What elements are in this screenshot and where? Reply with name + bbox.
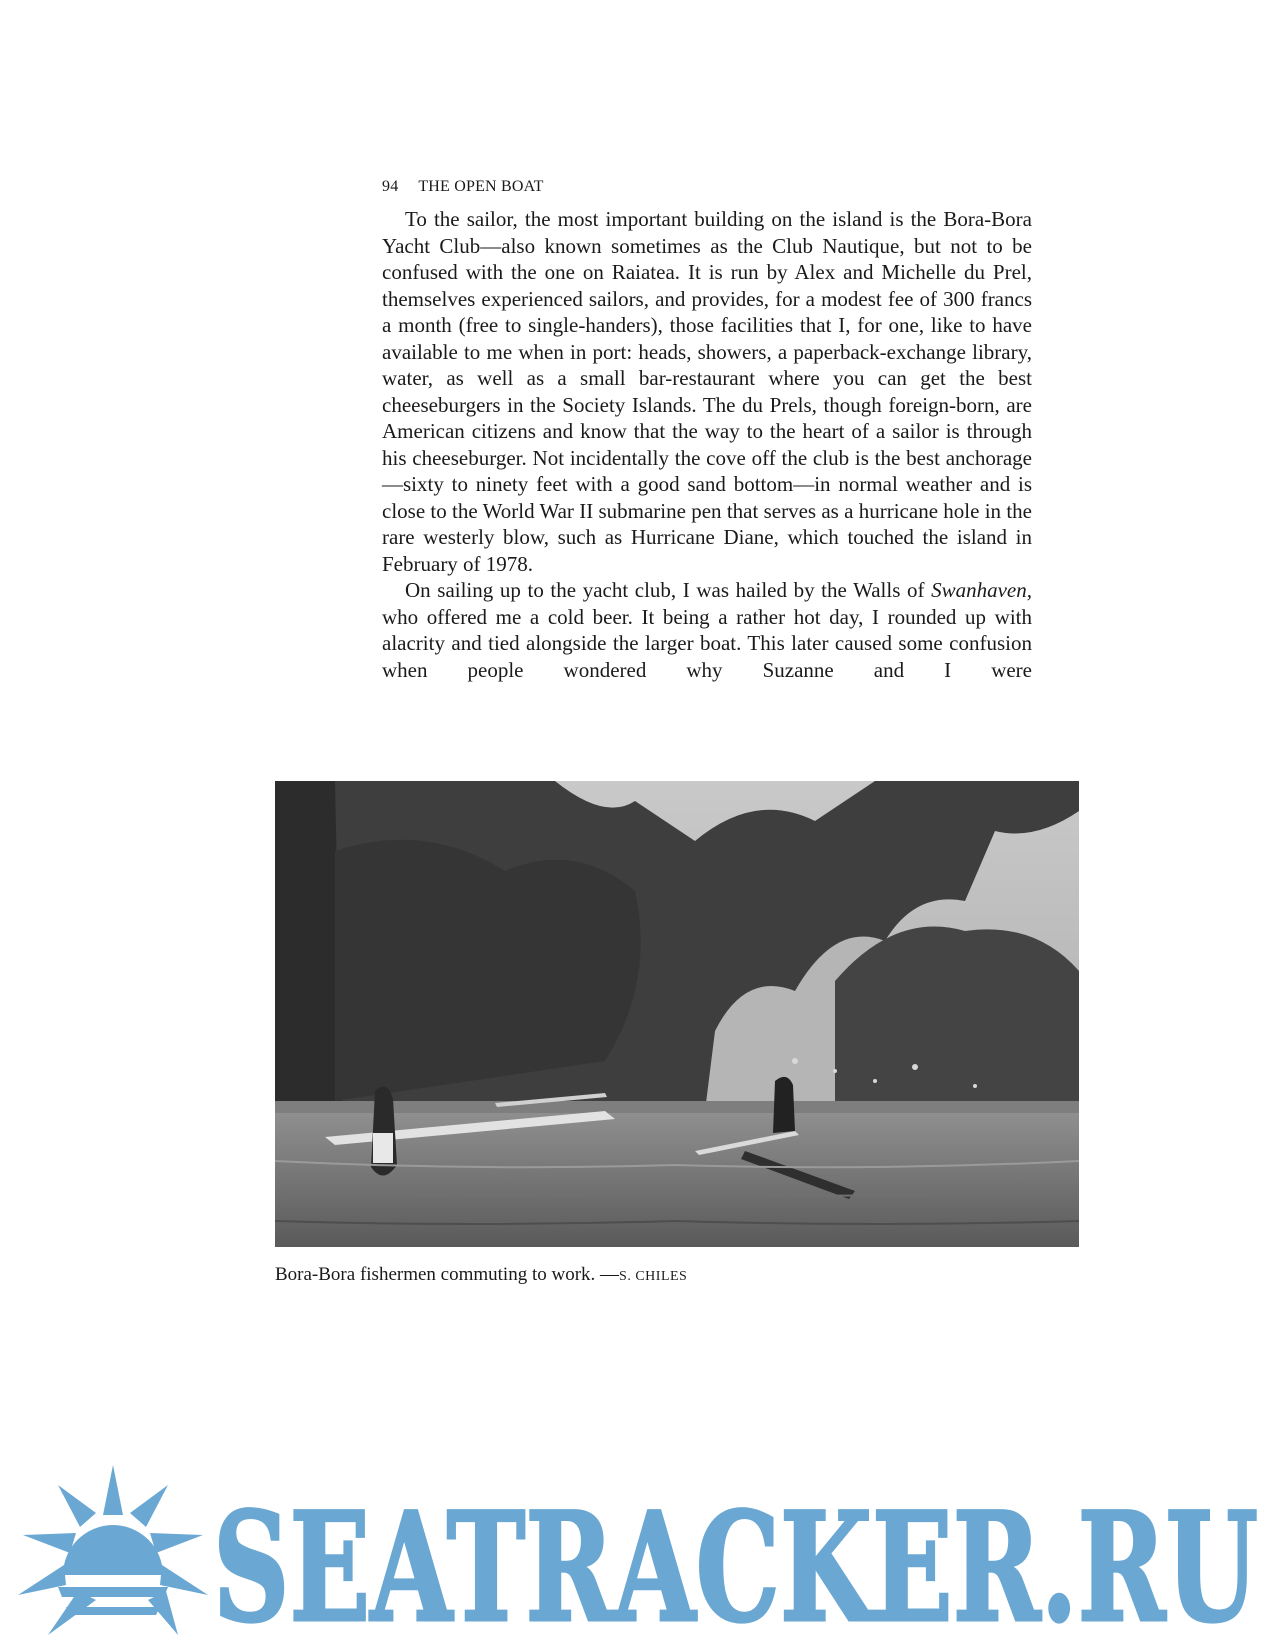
paragraph bbox=[382, 577, 1032, 683]
page-number: 94 bbox=[382, 178, 399, 195]
running-title: THE OPEN BOAT bbox=[418, 178, 544, 195]
boat-name: Swanhaven, bbox=[931, 578, 1032, 602]
body-text bbox=[382, 206, 1032, 683]
watermark-logo bbox=[18, 1465, 1263, 1635]
sun-icon bbox=[18, 1465, 208, 1635]
caption-text: Bora-Bora fishermen commuting to work. — bbox=[275, 1264, 620, 1285]
running-header bbox=[382, 178, 544, 196]
photograph-image bbox=[275, 781, 1079, 1247]
paragraph: To the sailor, the most important building on the island is the Bora-Bora Yacht Club—also known sometimes as the Club Nautique, but not to be confused with the one on Raiatea. It is run by Alex and Michelle du Prel, themselves experienced sailors, and provides, for a modest fee of 300 francs a month (free to single-handers), those facilities that I, for one, like to have available to me when in port: heads, showers, a paperback-exchange library, water, as well as a small bar-restaurant where you can get the best cheeseburgers in the Society Islands. The du Prels, though foreign-born, are American citizens and know that the way to the heart of a sailor is through his cheeseburger. Not incidentally the cove off the club is the best anchorage—sixty to ninety feet with a good sand bottom—in normal weather and is close to the World War II submarine pen that serves as a hurricane hole in the rare westerly blow, such as Hurricane Diane, which touched the island in February of 1978. bbox=[382, 207, 1032, 576]
figure-caption bbox=[275, 1264, 687, 1286]
paragraph-text: who offered me a cold beer. It being a rather hot day, I rounded up with alacrity and tied alongside the larger boat. This later caused some confusion when people wondered why Suzanne and I were bbox=[382, 604, 1032, 682]
watermark-text: SEATRACKER.RU bbox=[213, 1480, 1258, 1635]
photograph bbox=[275, 781, 1079, 1247]
photo-credit: S. CHILES bbox=[619, 1269, 688, 1284]
watermark bbox=[18, 1465, 1263, 1635]
paragraph-text: On sailing up to the yacht club, I was hailed by the Walls of bbox=[405, 578, 925, 602]
